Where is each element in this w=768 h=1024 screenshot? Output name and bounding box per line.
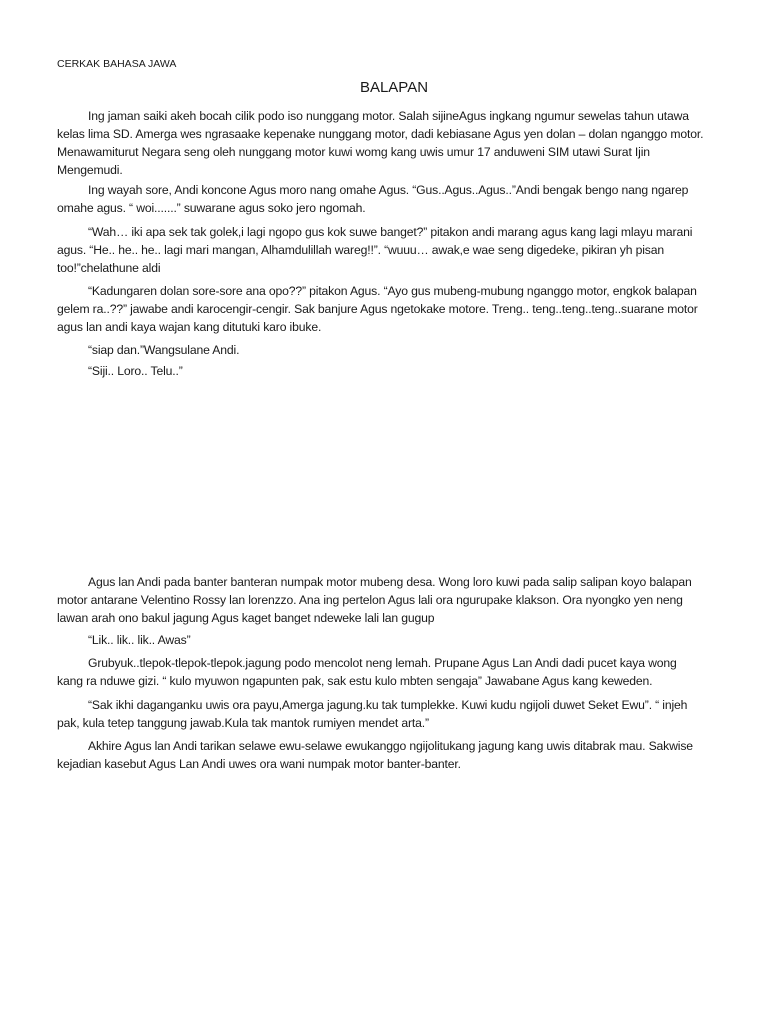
paragraph-line: kang ra nduwe gizi. “ kulo myuwon ngapunten pak, sak estu kulo mbten sengaja” Jawabane Agus kang keweden. xyxy=(57,674,653,688)
paragraph-line: agus lan andi kaya wajan kang ditutuki karo ibuke. xyxy=(57,320,322,334)
paragraph-line: Menawamiturut Negara seng oleh nunggang motor kuwi womg kang uwis umur 17 anduweni SIM utawi Surat Ijin xyxy=(57,145,650,159)
paragraph-line: lawan arah ono bakul jagung Agus kaget banget ndeweke lali lan gugup xyxy=(57,611,435,625)
paragraph-line: Akhire Agus lan Andi tarikan selawe ewu-selawe ewukanggo ngijolitukang jagung kang uwis ditabrak mau. Sakwise xyxy=(88,739,693,753)
document-header: CERKAK BAHASA JAWA xyxy=(57,58,177,70)
paragraph-line: “Wah… iki apa sek tak golek,i lagi ngopo gus kok suwe banget?” pitakon andi marang agus kang lagi mlayu marani xyxy=(88,225,693,239)
paragraph-line: pak, kula tetep tanggung jawab.Kula tak mantok rumiyen mendet arta.” xyxy=(57,716,429,730)
paragraph-line: “Lik.. lik.. lik.. Awas” xyxy=(88,633,191,647)
paragraph-line: “Siji.. Loro.. Telu..” xyxy=(88,364,183,378)
paragraph-line: too!”chelathune aldi xyxy=(57,261,161,275)
paragraph-line: “Sak ikhi daganganku uwis ora payu,Amerga jagung.ku tak tumplekke. Kuwi kudu ngijoli duwet Seket Ewu”. “ injeh xyxy=(88,698,688,712)
document-title: BALAPAN xyxy=(359,79,429,96)
paragraph-line: omahe agus. “ woi.......” suwarane agus soko jero ngomah. xyxy=(57,201,366,215)
paragraph-line: kejadian kasebut Agus Lan Andi uwes ora wani numpak motor banter-banter. xyxy=(57,757,461,771)
paragraph-line: Ing jaman saiki akeh bocah cilik podo iso nunggang motor. Salah sijineAgus ingkang ngumur sewelas tahun utawa xyxy=(88,109,689,123)
paragraph-line: gelem ra..??” jawabe andi karocengir-cengir. Sak banjure Agus ngetokake motore. Treng.. teng..teng..teng..suarane motor xyxy=(57,302,698,316)
paragraph-line: kelas lima SD. Amerga wes ngrasaake kepenake nunggang motor, dadi kebiasane Agus yen dolan – dolan nganggo motor. xyxy=(57,127,704,141)
paragraph-line: Agus lan Andi pada banter banteran numpak motor mubeng desa. Wong loro kuwi pada salip salipan koyo balapan xyxy=(88,575,692,589)
paragraph-line: Mengemudi. xyxy=(57,163,123,177)
paragraph-line: agus. “He.. he.. he.. lagi mari mangan, Alhamdulillah wareg!!”. “wuuu… awak,e wae seng digedeke, pikiran yh pisan xyxy=(57,243,664,257)
paragraph-line: Ing wayah sore, Andi koncone Agus moro nang omahe Agus. “Gus..Agus..Agus..”Andi bengak bengo nang ngarep xyxy=(88,183,689,197)
paragraph-line: Grubyuk..tlepok-tlepok-tlepok.jagung podo mencolot neng lemah. Prupane Agus Lan Andi dadi pucet kaya wong xyxy=(88,656,677,670)
paragraph-line: “Kadungaren dolan sore-sore ana opo??” pitakon Agus. “Ayo gus mubeng-mubung nganggo motor, engkok balapan xyxy=(88,284,697,298)
paragraph-line: motor antarane Velentino Rossy lan lorenzzo. Ana ing pertelon Agus lali ora ngurupake klakson. Ora nyongko yen neng xyxy=(57,593,683,607)
paragraph-line: “siap dan.”Wangsulane Andi. xyxy=(88,343,240,357)
